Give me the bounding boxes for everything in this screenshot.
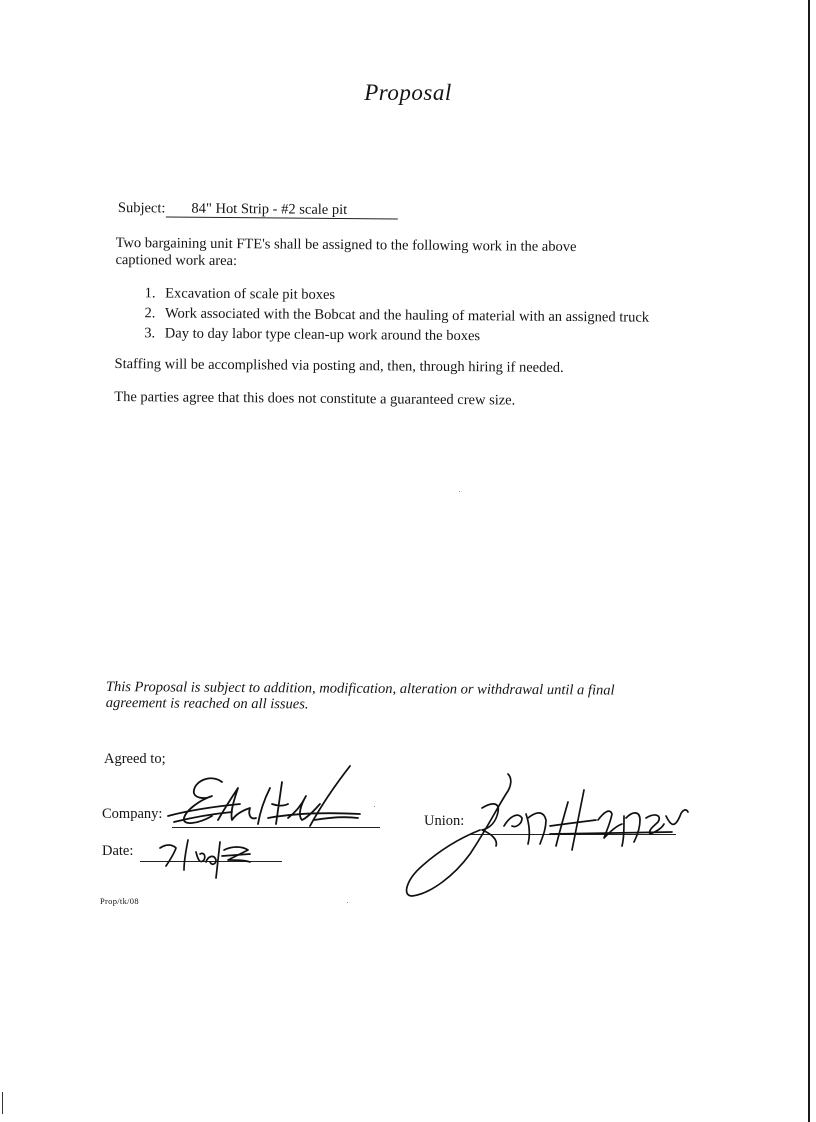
scan-speck <box>374 806 375 807</box>
document-body <box>111 200 673 427</box>
intro-line-2: captioned work area: <box>115 252 238 270</box>
crew-size-paragraph: The parties agree that this does not constitute a guaranteed crew size. <box>114 389 516 409</box>
duties-list <box>112 285 672 347</box>
document-title: Proposal <box>364 80 452 105</box>
date-handwritten <box>150 830 270 880</box>
agreed-label: Agreed to; <box>104 751 166 767</box>
company-signature <box>160 760 390 835</box>
duty-item: 2. Work associated with the Bobcat and the hauling of material with an assigned truck <box>159 305 672 326</box>
footer-reference-code: Prop/tk/08 <box>100 896 139 906</box>
scan-speck <box>347 902 348 903</box>
duty-item: 1. Excavation of scale pit boxes <box>159 285 672 306</box>
scan-speck <box>459 491 460 492</box>
disclaimer-line-1: This Proposal is subject to addition, modification, alteration or withdrawal until a final <box>105 679 615 699</box>
subject-line <box>118 200 673 222</box>
union-label: Union: <box>424 813 465 829</box>
staffing-paragraph: Staffing will be accomplished via posting and, then, through hiring if needed. <box>114 356 564 376</box>
subject-value: 84" Hot Strip - #2 scale pit <box>165 201 397 219</box>
union-signature <box>400 768 700 903</box>
subject-label: Subject: <box>117 200 166 217</box>
company-label: Company: <box>102 806 163 822</box>
duty-item: 3. Day to day labor type clean-up work around the boxes <box>159 325 672 346</box>
intro-paragraph <box>115 235 672 274</box>
scan-edge-border <box>808 0 810 1122</box>
disclaimer-line-2: agreement is reached on all issues. <box>105 694 309 713</box>
disclaimer-paragraph <box>106 679 686 715</box>
scan-edge-mark <box>2 1092 3 1114</box>
intro-line-1: Two bargaining unit FTE's shall be assigned to the following work in the above <box>115 235 577 256</box>
date-label: Date: <box>102 843 134 859</box>
